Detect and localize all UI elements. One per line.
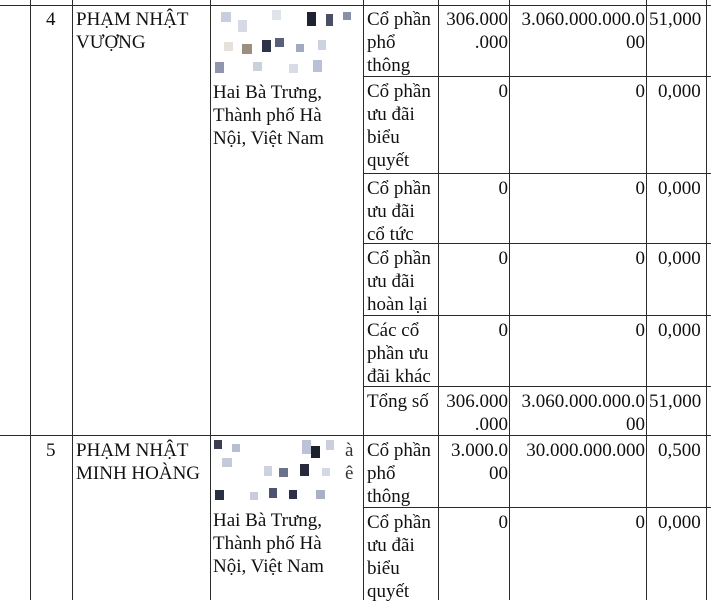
redacted-address-block <box>300 464 309 476</box>
share-type-line: biểu <box>367 127 400 148</box>
share-type-line: Cổ phần <box>367 248 431 269</box>
shareholder-name-line: PHẠM NHẬT <box>76 9 189 30</box>
share-type-line: Cổ phần <box>367 440 431 461</box>
share-quantity: 0 <box>498 512 508 533</box>
column-divider <box>72 0 73 600</box>
share-quantity: 306.000 <box>446 9 508 30</box>
share-type-line: Cổ phần <box>367 512 431 533</box>
share-quantity: 0 <box>498 248 508 269</box>
column-divider <box>706 0 707 600</box>
share-value: 0 <box>635 248 645 269</box>
share-type-line: Cổ phần <box>367 81 431 102</box>
redacted-address-block <box>322 468 330 476</box>
redacted-address-block <box>215 490 224 500</box>
share-type-line: đãi khác <box>367 366 431 387</box>
share-type-line: thông <box>367 55 411 76</box>
column-divider <box>646 0 647 600</box>
share-type-line: ưu đãi <box>367 201 415 222</box>
redacted-address-block <box>272 10 281 20</box>
address-fragment: ê <box>345 463 354 484</box>
column-divider <box>363 0 364 600</box>
redacted-address-block <box>326 440 334 450</box>
share-quantity: 0 <box>498 81 508 102</box>
share-type-line: biểu <box>367 558 400 579</box>
column-divider <box>30 0 31 600</box>
ownership-ratio: 0,000 <box>658 81 701 102</box>
total-value: 3.060.000.000.0 <box>521 391 645 412</box>
address-fragment: à <box>345 440 354 461</box>
share-value: 0 <box>635 178 645 199</box>
shareholder-name-line: MINH HOÀNG <box>76 463 201 484</box>
redacted-address-block <box>275 38 284 47</box>
address-line: Thành phố Hà <box>213 105 322 126</box>
share-quantity: 0 <box>498 178 508 199</box>
share-type-line: quyết <box>367 150 410 171</box>
redacted-address-block <box>313 60 322 72</box>
ownership-ratio: 0,000 <box>658 248 701 269</box>
row-number: 5 <box>46 440 56 461</box>
redacted-address-block <box>311 446 320 458</box>
share-type-line: Cổ phần <box>367 9 431 30</box>
share-value: 00 <box>626 32 645 53</box>
redacted-address-block <box>318 40 326 50</box>
share-type-line: thông <box>367 486 411 507</box>
share-quantity: 0 <box>498 320 508 341</box>
total-ratio: 51,000 <box>649 391 702 412</box>
share-type-line: Cổ phần <box>367 178 431 199</box>
row-divider <box>363 76 711 77</box>
share-quantity: 00 <box>489 463 508 484</box>
redacted-address-block <box>238 20 247 32</box>
share-type-line: hoàn lại <box>367 294 428 315</box>
redacted-address-block <box>302 440 311 454</box>
redacted-address-block <box>264 466 272 476</box>
share-type-line: quyết <box>367 581 410 602</box>
share-type-line: ưu đãi <box>367 104 415 125</box>
share-type-line: phổ <box>367 32 396 53</box>
column-divider <box>210 0 211 600</box>
share-value: 30.000.000.000 <box>526 440 645 461</box>
redacted-address-block <box>224 42 233 51</box>
shareholder-name-line: VƯỢNG <box>76 32 146 53</box>
total-value: 00 <box>626 414 645 435</box>
redacted-address-block <box>250 492 258 500</box>
redacted-address-block <box>343 12 351 20</box>
share-value: 0 <box>635 81 645 102</box>
ownership-ratio: 0,000 <box>658 178 701 199</box>
redacted-address-block <box>215 62 224 73</box>
address-line: Thành phố Hà <box>213 533 322 554</box>
ownership-ratio: 0,000 <box>658 320 701 341</box>
redacted-address-block <box>214 440 222 449</box>
redacted-address-block <box>316 490 325 499</box>
redacted-address-block <box>253 62 262 71</box>
redacted-address-block <box>307 12 316 26</box>
redacted-address-block <box>296 44 304 52</box>
share-type-line: cổ tức <box>367 224 414 245</box>
row-divider <box>363 507 711 508</box>
ownership-ratio: 0,000 <box>658 512 701 533</box>
total-quantity: 306.000 <box>446 391 508 412</box>
redacted-address-block <box>326 14 333 26</box>
shareholder-name-line: PHẠM NHẬT <box>76 440 189 461</box>
row-divider <box>0 5 711 6</box>
redacted-address-block <box>221 12 231 22</box>
redacted-address-block <box>242 44 252 54</box>
redacted-address-block <box>222 458 232 467</box>
total-label: Tổng số <box>367 391 429 412</box>
row-divider <box>363 243 711 244</box>
share-value: 0 <box>635 320 645 341</box>
redacted-address-block <box>269 488 277 498</box>
row-divider <box>363 173 711 174</box>
redacted-address-block <box>289 64 298 73</box>
share-type-line: Các cổ <box>367 320 420 341</box>
address-line: Hai Bà Trưng, <box>213 510 323 531</box>
ownership-ratio: 0,500 <box>658 440 701 461</box>
share-value: 0 <box>635 512 645 533</box>
address-line: Nội, Việt Nam <box>213 556 324 577</box>
redacted-address-block <box>232 444 240 452</box>
share-type-line: ưu đãi <box>367 535 415 556</box>
share-quantity: .000 <box>474 32 508 53</box>
share-type-line: phổ <box>367 463 396 484</box>
share-type-line: phần ưu <box>367 343 429 364</box>
redacted-address-block <box>279 468 288 477</box>
redacted-address-block <box>262 40 271 52</box>
share-value: 3.060.000.000.0 <box>521 9 645 30</box>
row-number: 4 <box>46 9 56 30</box>
address-line: Hai Bà Trưng, <box>213 82 323 103</box>
ownership-ratio: 51,000 <box>649 9 702 30</box>
total-quantity: .000 <box>474 414 508 435</box>
address-line: Nội, Việt Nam <box>213 128 324 149</box>
share-type-line: ưu đãi <box>367 271 415 292</box>
share-quantity: 3.000.0 <box>451 440 508 461</box>
redacted-address-block <box>289 490 297 499</box>
